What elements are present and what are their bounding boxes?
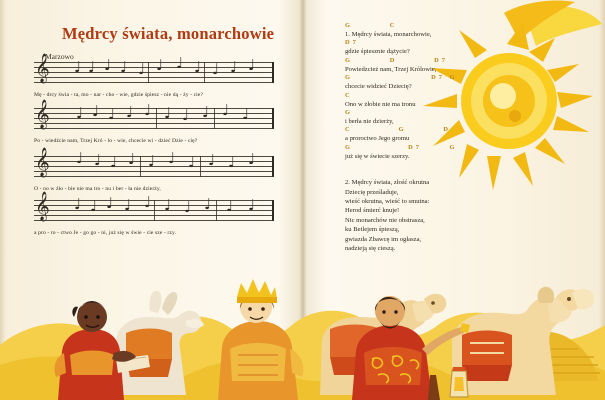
song-title: Mędrcy świata, monarchowie (62, 24, 275, 43)
illustration-three-kings (0, 225, 605, 400)
note-group-1: ♩ ♩ ♩ ♩ ♩ ♩ ♩ ♩ ♩ ♩ ♩ (52, 52, 268, 86)
lyric-text: Herod śmierć knuje! (345, 207, 400, 215)
lyric-text: gdzie śpiesznie dążycie? (345, 48, 410, 56)
lantern-prop (450, 367, 468, 397)
chord-line: C (345, 91, 353, 99)
lyric-text: Ono w żłobie nie ma tronu (345, 100, 416, 108)
lyric-text: Powiedzcież nam, Trzej Królowie, (345, 65, 437, 73)
verse-1 (345, 22, 515, 161)
lyric-line-2: Po - wiedźcie nam, Trzej Kró - lo - wie, chcecie wi - dzieć Dzie - cię? (34, 138, 198, 144)
lyric-text: chcecie widzieć Dziecię? (345, 83, 412, 91)
note-group-2: ♩ ♩ ♩ ♩ ♩ ♩ ♩ ♩ ♩ ♩ (52, 98, 268, 132)
lyrics-column (345, 22, 515, 256)
treble-clef-icon: 𝄞 (35, 147, 50, 176)
lyric-text: 1. Mędrcy świata, monarchowie, (345, 31, 432, 38)
lyric-text: gwiazda Zbawcę im ogłasza, (345, 235, 422, 243)
chord-line: G D7 G (345, 74, 458, 82)
note-group-4: ♩ ♩ ♩ ♩ ♩ ♩ ♩ ♩ ♩ ♩ (52, 190, 268, 224)
treble-clef-icon: 𝄞 (35, 191, 50, 220)
tempo-marking: Marzowo (45, 52, 74, 61)
chord-line: G D7 G (345, 143, 458, 151)
note-group-3: ♩ ♩ ♩ ♩ ♩ ♩ ♩ ♩ ♩ ♩ (52, 146, 268, 180)
staff-system-4 (34, 191, 274, 226)
chord-line: D7 (345, 39, 359, 47)
lyric-text: 2. Mędrcy świata, złość okrutna (345, 179, 430, 187)
chord-line: G C (345, 22, 398, 29)
chord-line: C G D (345, 126, 451, 134)
lyric-text: a proroctwo Jego gromu (345, 135, 410, 143)
staff-system-2 (34, 99, 274, 134)
lyric-text: wieść okrutna, wieść to smutna: (345, 198, 430, 206)
lyric-text: Dziecię prześladuje, (345, 188, 399, 196)
lyric-text: nadzieją się cieszą. (345, 245, 396, 253)
lyric-line-3: O - no w żło - bie nie ma tro - nu i ber - ła nie dzierży, (34, 186, 161, 192)
chord-line: G (345, 109, 353, 117)
lyric-text: już się w świecie szerzy. (345, 152, 410, 160)
staff-system-3 (34, 147, 274, 182)
treble-clef-icon: 𝄞 (35, 99, 50, 128)
lyric-line-4: a pro - ro - ctwo Je - go go - ni, już się w świe - cie sze - rzy. (34, 230, 176, 236)
chord-line: G D D7 (345, 56, 448, 64)
treble-clef-icon: 𝄞 (35, 53, 50, 82)
lyric-text: Nic monarchów nie obstrasza, (345, 216, 425, 224)
lyric-text: i berła nie dzierży, (345, 118, 394, 126)
lyric-line-1: Mę - drcy świa - ta, mo - nar - cho - wie, gdzie śpiesz - nie dą - ży - cie? (34, 92, 203, 98)
lyric-text: ku Betlejem śpieszą, (345, 226, 400, 234)
